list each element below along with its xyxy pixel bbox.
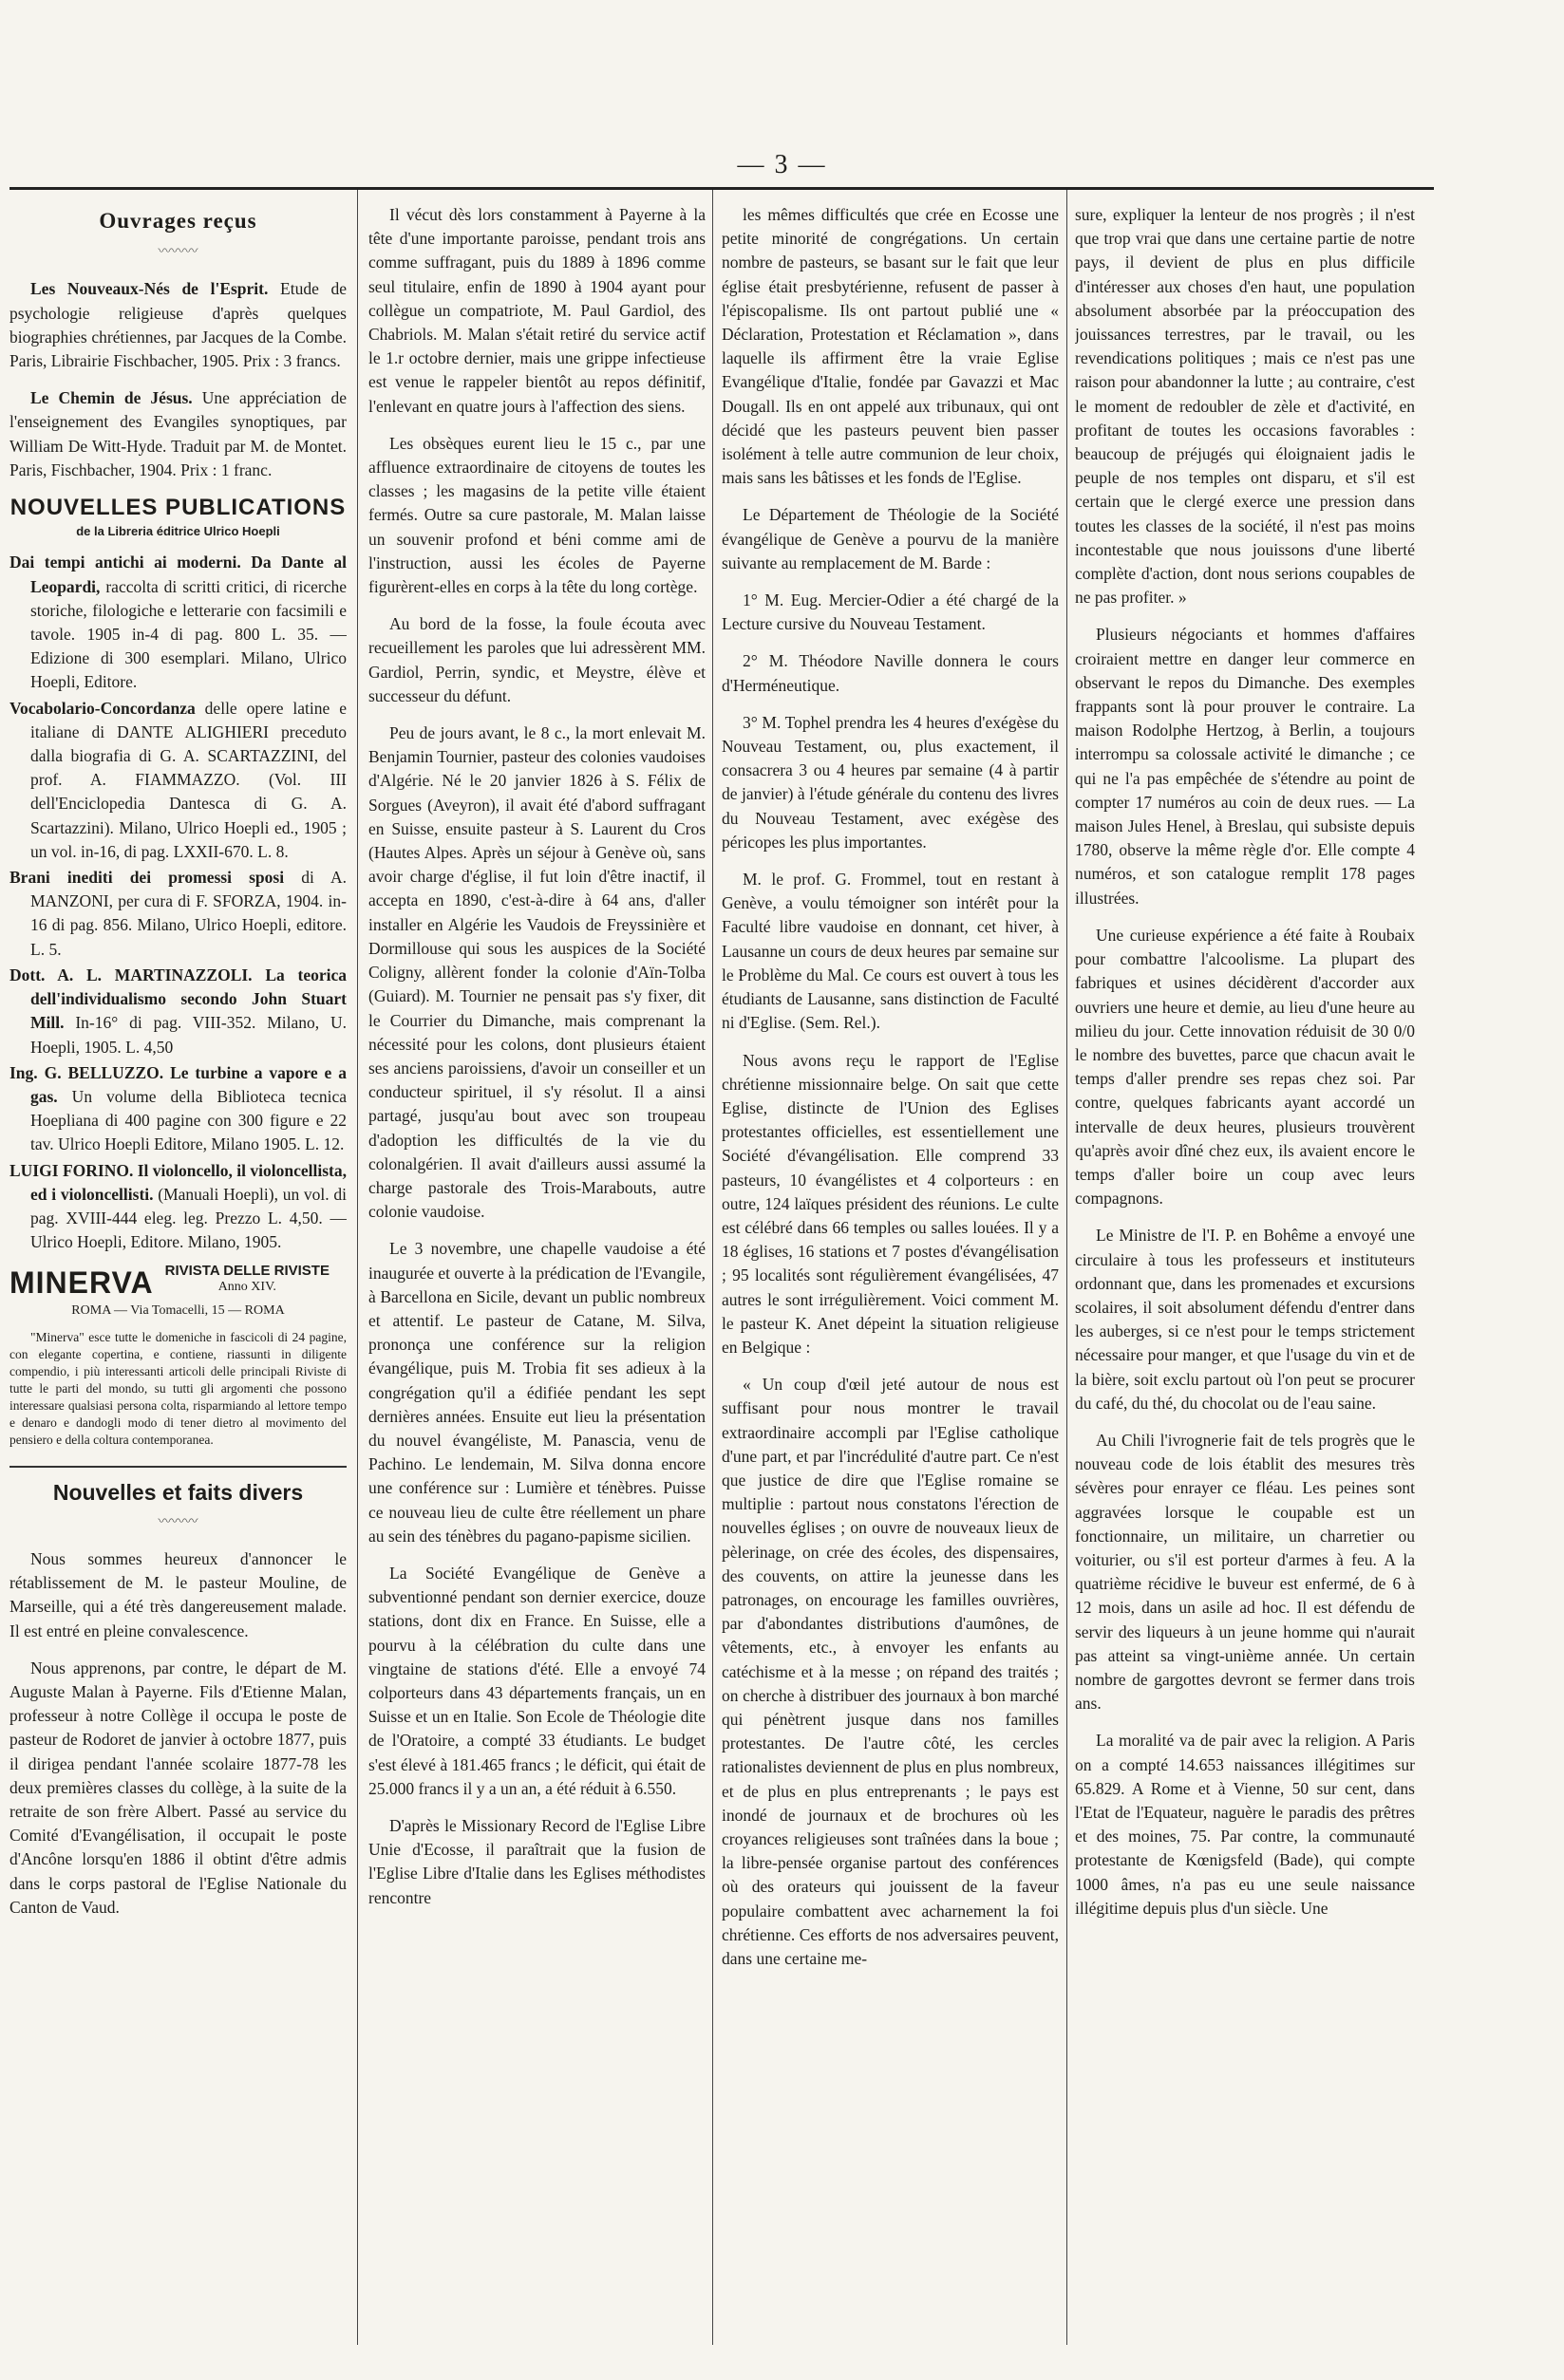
column-4 xyxy=(1075,203,1415,2363)
ornament: 〰〰〰 xyxy=(158,245,198,260)
minerva-subtitle: RIVISTA DELLE RIVISTE Anno XIV. xyxy=(164,1263,330,1295)
ornament: 〰〰〰 xyxy=(158,1514,198,1529)
publication-entry: Dai tempi antichi ai moderni. Da Dante al Leopardi, raccolta di scritti critici, di ricerche storiche, filologiche e letterarie con facsimili e tavole. 1905 in-4 di pag. 800 L. 35. — Edizione di 300 esemplari. Milano, Ulrico Hoepli, Editore. xyxy=(9,553,347,692)
article-paragraph: 2° M. Théodore Naville donnera le cours d'Herméneutique. xyxy=(722,651,1059,695)
article-paragraph: Nous avons reçu le rapport de l'Eglise chrétienne missionnaire belge. On sait que cette Eglise, distincte de l'Union des Eglises protestantes officielles, est essentiellement une Société d'évangélisation. Elle comprend 33 pasteurs, 10 évangélistes et 4 colporteurs : en outre, 124 laïques président des réunions. Le culte est célébré dans 66 temples ou salles louées. Il y a 18 églises, 16 stations et 7 postes d'évangélisation ; 95 localités sont régulièrement évangélisées, 47 autres le sont irrégulièrement. Voici comment M. le pasteur K. Anet dépeint la situation religieuse en Belgique : xyxy=(722,1050,1059,1357)
article-paragraph: 1° M. Eug. Mercier-Odier a été chargé de la Lecture cursive du Nouveau Testament. xyxy=(722,590,1059,634)
publication-entry: LUIGI FORINO. Il violoncello, il violoncellista, ed i violoncellisti. (Manuali Hoepli), un vol. di pag. XVIII-444 eleg. leg. Prezzo L. 4,50. — Ulrico Hoepli, Editore. Milano, 1905. xyxy=(9,1160,347,1252)
article-paragraph: Plusieurs négociants et hommes d'affaires croiraient mettre en danger leur commerce en observant le repos du Dimanche. Des exemples frappants sont là pour prouver le contraire. La maison Rodolphe Hertzog, à Berlin, a toujours interrompu sa colossale activité le dimanche ; ce qui ne l'a pas empêchée de s'étendre au point de compter 17 numéros au coin de deux rues. — La maison Jules Henel, à Breslau, qui subsiste depuis 1780, observe la même règle d'or. Elle compte 4 numéros, et son catalogue remplit 178 pages illustrées. xyxy=(1075,625,1415,908)
article-paragraph: Une curieuse expérience a été faite à Roubaix pour combattre l'alcoolisme. La plupart des fabriques et usines décidèrent d'accorder aux ouvriers une heure et demie, au lieu d'une heure au milieu du jour. Cette innovation réduisit de 30 0/0 le nombre des buvettes, parce que chacun avait le temps d'aller prendre ses repas chez soi. Par contre, quelques fabricants ayant accordé un intervalle de deux heures, plusieurs trouvèrent qu'après avoir dîné chez eux, ils avaient encore le temps d'aller boire un coup avec leurs compagnons. xyxy=(1075,925,1415,1209)
minerva-description: "Minerva" esce tutte le domeniche in fascicoli di 24 pagine, con elegante copertina, e contiene, riassunti in diligente compendio, i più interessanti articoli delle principali Riviste di tutte le parti del mondo, su tutti gli argomenti che possono interessare qualsiasi persona colta, risparmiando al lettore tempo e denaro e dandogli modo di tener dietro al movimento del pensiero e della coltura contemporanea. xyxy=(9,1329,347,1447)
publications-title: NOUVELLES PUBLICATIONS xyxy=(9,495,347,521)
book-entry: Les Nouveaux-Nés de l'Esprit. Etude de psychologie religieuse d'après quelques biographies chrétiennes, par Jacques de la Combe. Paris, Librairie Fischbacher, 1905. Prix : 3 francs. xyxy=(9,279,347,371)
news-title: Nouvelles et faits divers xyxy=(9,1466,347,1505)
publication-entry: Dott. A. L. MARTINAZZOLI. La teorica dell'individualismo secondo John Stuart Mill. In-16° di pag. VIII-352. Milano, U. Hoepli, 1905. L. 4,50 xyxy=(9,965,347,1057)
column-divider xyxy=(712,190,713,2345)
column-2 xyxy=(368,203,706,2363)
article-paragraph: Au bord de la fosse, la foule écouta avec recueillement les paroles que lui adressèrent MM. Gardiol, Perrin, syndic, et Meystre, élève et successeur du défunt. xyxy=(368,614,706,705)
article-paragraph: « Un coup d'œil jeté autour de nous est suffisant pour nous montrer le travail extraordinaire accompli par l'Eglise catholique d'une part, et par l'incrédulité d'autre part. Ce n'est que justice de dire que l'Eglise romaine se multiplie : partout nous constatons l'érection de nouvelles églises ; on ouvre de nouveaux lieux de pèlerinage, on crée des écoles, des dispensaires, des couvents, on attire la jeunesse dans les patronages, on encourage les familles ouvrières, par d'abondantes distributions d'aumônes, de vêtements, etc., à envoyer les enfants au catéchisme et à la messe ; on répand des traités ; on cherche à distribuer des journaux à bon marché qui pénètrent jusque dans nos familles protestantes. De l'autre côté, les cercles rationalistes deviennent de plus en plus nombreux, et de plus en plus entreprenants ; le pays est inondé de journaux et de brochures où les croyances religieuses sont traînées dans la boue ; la libre-pensée organise partout des conférences où des orateurs qui jouissent de la faveur populaire combattent avec acharnement la foi chrétienne. Ces efforts de nos adversaires peuvent, dans une certaine me- xyxy=(722,1375,1059,1969)
article-paragraph: D'après le Missionary Record de l'Eglise Libre Unie d'Ecosse, il paraîtrait que la fusion de l'Eglise Libre d'Italie dans les Eglises méthodistes rencontre xyxy=(368,1816,706,1907)
article-paragraph: Les obsèques eurent lieu le 15 c., par une affluence extraordinaire de citoyens de toutes les classes ; les magasins de la petite ville étaient fermés. Outre sa cure pastorale, M. Malan laisse un souvenir profond et béni comme ami de l'instruction, aussi les écoles de Payerne figurèrent-elles en corps à la tête du long cortège. xyxy=(368,433,706,597)
article-paragraph: 3° M. Tophel prendra les 4 heures d'exégèse du Nouveau Testament, ou, plus exactement, il consacrera 3 ou 4 heures par semaine (4 à partir de janvier) à l'étude générale du contenu des livres du Nouveau Testament, avec exégèse des péricopes les plus importantes. xyxy=(722,712,1059,852)
publications-subtitle: de la Libreria éditrice Ulrico Hoepli xyxy=(76,524,280,539)
minerva-masthead xyxy=(9,1263,347,1301)
article-paragraph: Le 3 novembre, une chapelle vaudoise a été inaugurée et ouverte à la prédication de l'Evangile, à Barcellona en Sicile, devant un public nombreux et attentif. Le pasteur de Catane, M. Silva, prononça une conférence sur la religion évangélique, puis M. Trobia fit ses adieux à la congrégation qu'il a édifiée pendant les sept dernières années. Ensuite eut lieu la présentation du nouvel évangéliste, M. Panascia, venu de Pachino. Le lendemain, M. Silva donna encore une conférence sur : Lumière et ténèbres. Puisse ce nouveau lieu de culte être réellement un phare au sein des ténèbres du pagano-papisme sicilien. xyxy=(368,1239,706,1546)
ouvrages-title: Ouvrages reçus xyxy=(99,209,257,233)
column-divider xyxy=(357,190,358,2345)
article-paragraph: Au Chili l'ivrognerie fait de tels progrès que le nouveau code de lois établit des mesures très sévères pour enrayer ce fléau. Les peines sont aggravées lorsque le coupable est un fonctionnaire, un militaire, un charretier ou voiturier, ou s'il est porteur d'armes à feu. A la quatrième récidive le buveur est enfermé, de 6 à 12 mois, dans un asile ad hoc. Il est défendu de servir des liqueurs à un jeune homme qui n'aurait pas atteint sa vingt-unième année. Un certain nombre de gargottes devront se fermer dans trois ans. xyxy=(1075,1430,1415,1714)
article-paragraph: M. le prof. G. Frommel, tout en restant à Genève, a voulu témoigner son intérêt pour la Faculté libre vaudoise en donnant, cet hiver, à Lausanne un cours de deux heures par semaine sur le Problème du Mal. Ce cours est ouvert à tous les étudiants de Lausanne, sans distinction de Faculté ni d'Eglise. (Sem. Rel.). xyxy=(722,870,1059,1033)
minerva-address: ROMA — Via Tomacelli, 15 — ROMA xyxy=(71,1303,285,1319)
article-paragraph: Peu de jours avant, le 8 c., la mort enlevait M. Benjamin Tournier, pasteur des colonies vaudoises d'Algérie. Né le 20 janvier 1826 à S. Félix de Sorgues (Aveyron), il avait été d'abord suffragant en Suisse, ensuite pasteur à S. Laurent du Cros (Hautes Alpes. Après un séjour à Genève où, sans avoir charge d'église, il fut loin d'être inactif, il accepta en 1890, c'est-à-dire à 64 ans, d'aller installer en Algérie les Vaudois de Freyssinière et Dormillouse qui sous les auspices de la Société Coligny, allèrent fonder la colonie d'Aïn-Tolba (Guiard). M. Tournier ne pensait pas s'y fixer, dit le Courrier du Dimanche, mais comprenant la nécessité pour les colons, dont plusieurs étaient ses anciens paroissiens, d'avoir un conseiller et un conducteur spirituel, il s'y résolut. Il a ainsi partagé, jusqu'au bout avec son troupeau d'adoption les difficultés de la vie du colonalgérien. Il avait d'ailleurs aussi assumé la charge pastorale des Trois-Marabouts, autre colonie vaudoise. xyxy=(368,723,706,1222)
article-paragraph: Le Département de Théologie de la Société évangélique de Genève a pourvu de la manière suivante au remplacement de M. Barde : xyxy=(722,505,1059,572)
book-entry: Le Chemin de Jésus. Une appréciation de l'enseignement des Evangiles synoptiques, par William De Witt-Hyde. Traduit par M. de Montet. Paris, Fischbacher, 1904. Prix : 1 franc. xyxy=(9,388,347,479)
article-paragraph: Il vécut dès lors constamment à Payerne à la tête d'une importante paroisse, pendant trois ans comme suffragant, puis du 1889 à 1896 comme seul titulaire, enfin de 1890 à 1904 ayant pour collègue un compatriote, M. Paul Gardiol, des Chabriols. M. Malan s'était retiré du service actif le 1.r octobre dernier, mais une grippe infectieuse est venue le rappeler bientôt au repos définitif, l'enlevant en quatre jours à l'affection des siens. xyxy=(368,205,706,416)
article-paragraph: sure, expliquer la lenteur de nos progrès ; il n'est que trop vrai que dans une certaine partie de notre pays, il devient de plus en plus difficile d'intéresser aux choses d'en haut, une population absolument absorbée par la préoccupation des jouissances terrestres, par le travail, ou les revendications politiques ; mais ce n'est pas une raison pour abandonner la lutte ; au contraire, c'est le moment de redoubler de zèle et d'activité, en profitant de toutes les occasions favorables : beaucoup de préjugés qui éloignaient jadis le peuple de nos temples ont disparu, et s'il est certain que le clergé exerce une pression dans toutes les classes de la société, il n'est pas moins incontestable que nous jouissons d'une liberté complète d'action, dont nous serions coupables de ne pas profiter. » xyxy=(1075,205,1415,608)
column-3 xyxy=(722,203,1059,2363)
news-paragraph: Nous apprenons, par contre, le départ de M. Auguste Malan à Payerne. Fils d'Etienne Malan, professeur à notre Collège il occupa le poste de pasteur de Rodoret de janvier à octobre 1877, puis il dirigea pendant l'année scolaire 1877-78 les deux premières classes du collège, à la suite de la retraite de son frère Albert. Passé au service du Comité d'Evangélisation, il occupait le poste d'Ancône lorsqu'en 1886 il obtint d'être admis dans le corps pastoral de l'Eglise Nationale du Canton de Vaud. xyxy=(9,1658,347,1917)
page-number: — 3 — xyxy=(737,150,827,179)
publication-entry: Ing. G. BELLUZZO. Le turbine a vapore e a gas. Un volume della Biblioteca tecnica Hoepliana di 400 pagine con 300 figure e 22 tav. Ulrico Hoepli Editore, Milano 1905. L. 12. xyxy=(9,1062,347,1154)
column-1 xyxy=(9,203,347,2363)
article-paragraph: les mêmes difficultés que crée en Ecosse une petite minorité de congrégations. Un certain nombre de pasteurs, se basant sur le fait que leur église était presbytérienne, refusent de passer à l'épiscopalisme. Ils ont partout publié une « Déclaration, Protestation et Réclamation », dans laquelle ils affirment être la vraie Eglise Evangélique d'Italie, fondée par Gavazzi et Mac Dougall. Ils en ont appelé aux tribunaux, qui ont décidé que les pasteurs peuvent bien passer isolément à telle autre communion de leur choix, mais sans les bâtisses et les fonds de l'Eglise. xyxy=(722,205,1059,488)
article-paragraph: Le Ministre de l'I. P. en Bohême a envoyé une circulaire à tous les professeurs et instituteurs ordonnant que, dans les promenades et excursions scolaires, il soit absolument défendu d'entrer dans les auberges, si ce n'est pour le temps strictement nécessaire pour manger, et que l'usage du vin et de la bière, soit exclu partout où l'on peut se procurer du café, du thé, du chocolat ou de l'eau saine. xyxy=(1075,1226,1415,1413)
news-paragraph: Nous sommes heureux d'annoncer le rétablissement de M. le pasteur Mouline, de Marseille, qui a été très dangereusement malade. Il est entré en pleine convalescence. xyxy=(9,1548,347,1640)
column-divider xyxy=(1066,190,1067,2345)
article-paragraph: La Société Evangélique de Genève a subventionné pendant son dernier exercice, douze stations, dont dix en France. En Suisse, elle a pourvu à la célébration du culte dans une vingtaine de stations d'été. Elle a envoyé 74 colporteurs dans 43 départements français, un en Suisse et un en Italie. Son Ecole de Théologie dite de l'Oratoire, a compté 33 étudiants. Le budget s'est élevé à 181.465 francs ; le déficit, qui était de 25.000 francs il y a un an, a été réduit à 6.550. xyxy=(368,1563,706,1798)
header-rule xyxy=(9,187,1434,190)
article-paragraph: La moralité va de pair avec la religion. A Paris on a compté 14.653 naissances illégitimes sur 65.829. A Rome et à Vienne, 50 sur cent, dans l'Etat de l'Equateur, naguère le paradis des prêtres et des moines, 75. Par contre, la communauté protestante de Kœnigsfeld (Bade), qui compte 1000 âmes, n'a pas eu une seule naissance illégitime depuis plus d'un siècle. Une xyxy=(1075,1731,1415,1918)
publication-entry: Vocabolario-Concordanza delle opere latine e italiane di DANTE ALIGHIERI preceduto dalla biografia di G. A. SCARTAZZINI, del prof. A. FIAMMAZZO. (Vol. III dell'Enciclopedia Dantesca di G. A. Scartazzini). Milano, Ulrico Hoepli ed., 1905 ; un vol. in-16, di pag. LXXII-670. L. 8. xyxy=(9,698,347,861)
publication-entry: Brani inediti dei promessi sposi di A. MANZONI, per cura di F. SFORZA, 1904. in-16 di pag. 856. Milano, Ulrico Hoepli, editore. L. 5. xyxy=(9,868,347,959)
minerva-title: MINERVA xyxy=(9,1265,154,1301)
